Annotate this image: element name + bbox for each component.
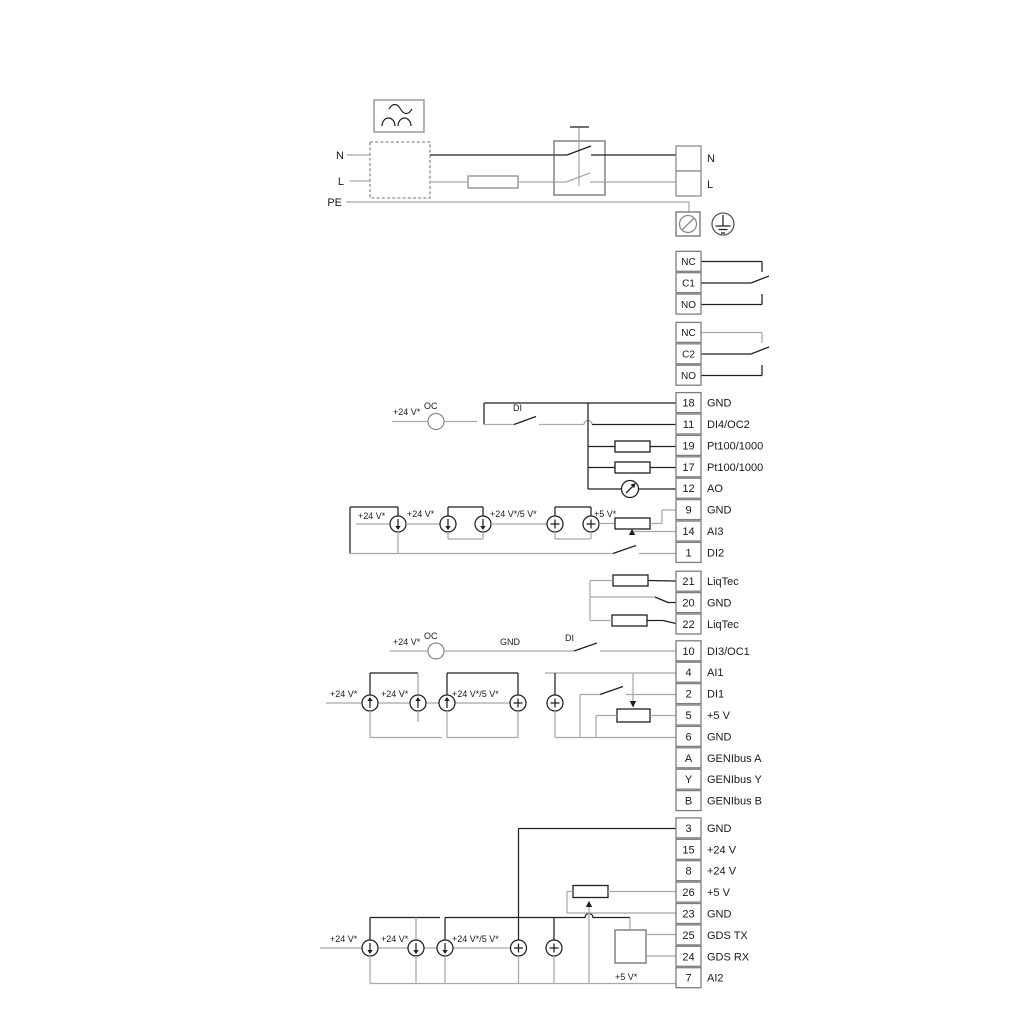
n-label: N <box>336 150 344 162</box>
terminal-label: GND <box>707 504 732 517</box>
annotation-label: GND <box>500 637 520 647</box>
terminal-number: 21 <box>682 576 695 589</box>
switch-blade <box>613 546 636 554</box>
terminal-label: GDS RX <box>707 951 750 964</box>
mains-symbol-box <box>374 100 424 132</box>
terminal-number: 7 <box>685 972 692 985</box>
wire <box>663 621 676 624</box>
terminal-number: NO <box>681 299 696 311</box>
terminal-label: AI2 <box>707 972 724 985</box>
pot-wiper-arrow <box>586 901 592 907</box>
terminal-label: DI4/OC2 <box>707 419 750 431</box>
filter-box <box>370 142 430 198</box>
terminal-label: Pt100/1000 <box>707 440 764 453</box>
terminal-number: Y <box>684 774 693 787</box>
wire <box>648 581 676 582</box>
resistor <box>612 615 647 626</box>
pe-label: PE <box>327 197 342 209</box>
terminal-number: 10 <box>682 645 695 658</box>
terminal-label: L <box>707 179 714 191</box>
annotation-label: DI <box>565 633 574 643</box>
terminal-number: NC <box>681 328 696 340</box>
pot-wiper-arrow <box>630 701 636 708</box>
terminal-label: GND <box>707 397 732 410</box>
terminal-number: 14 <box>682 526 695 538</box>
annotation-label: +24 V* <box>393 637 421 647</box>
terminal-number: 5 <box>685 710 692 722</box>
oc-output-icon <box>428 643 444 659</box>
annotation-label: +24 V* <box>407 509 435 519</box>
terminal-number: NC <box>681 257 696 269</box>
terminal-label: LiqTec <box>707 576 739 589</box>
terminal-number: 19 <box>682 440 695 453</box>
terminal-number: 17 <box>682 461 695 474</box>
switch-blade <box>600 687 623 695</box>
terminal-label: GND <box>707 731 732 744</box>
resistor <box>613 575 648 586</box>
terminal-number: 6 <box>685 731 692 744</box>
terminal-label: Pt100/1000 <box>707 461 764 474</box>
terminal-number: C2 <box>682 349 695 361</box>
terminal-label: AO <box>707 483 723 496</box>
resistor <box>615 441 650 452</box>
terminal-label: GENIbus B <box>707 795 763 808</box>
potentiometer <box>615 518 650 529</box>
terminal-label: AI3 <box>707 526 724 538</box>
terminal-label: +24 V <box>707 844 737 857</box>
terminal-number: 11 <box>682 419 695 431</box>
terminal-label: GND <box>707 822 732 835</box>
terminal-number: 15 <box>682 844 695 857</box>
terminal-cell <box>676 146 701 171</box>
terminal-number: 1 <box>685 547 692 560</box>
terminal-number: A <box>684 752 693 765</box>
terminal-number: 2 <box>685 688 692 701</box>
terminal-number: 8 <box>685 865 692 878</box>
annotation-label: +24 V*/5 V* <box>452 689 499 699</box>
terminal-label: DI1 <box>707 688 725 701</box>
switch-blade <box>574 643 597 651</box>
potentiometer <box>573 886 608 898</box>
annotation-label: +24 V* <box>330 689 358 699</box>
terminal-number: 9 <box>685 504 692 517</box>
wire-hop <box>445 914 630 918</box>
terminal-label: +24 V <box>707 865 737 878</box>
switch-blade <box>514 417 536 425</box>
terminal-label: GND <box>707 908 732 921</box>
terminal-label: N <box>707 153 715 165</box>
annotation-label: +24 V* <box>381 689 409 699</box>
relay-blade <box>751 347 769 354</box>
terminal-label: GDS TX <box>707 929 748 942</box>
potentiometer <box>617 709 650 722</box>
annotation-label: +24 V* <box>381 934 409 944</box>
terminal-number: 22 <box>682 619 695 631</box>
annotation-label: DI <box>513 403 522 413</box>
wire <box>655 597 668 603</box>
terminal-number: 18 <box>682 397 695 410</box>
terminal-number: 24 <box>682 951 695 964</box>
terminal-label: AI1 <box>707 667 724 680</box>
annotation-label: OC <box>424 631 438 641</box>
l-label: L <box>337 176 344 188</box>
terminal-cell <box>676 171 701 196</box>
terminal-label: GND <box>707 597 732 610</box>
terminal-number: B <box>684 795 693 808</box>
terminal-label: +5 V <box>707 887 730 900</box>
annotation-label: +24 V* <box>358 511 386 521</box>
terminal-number: 12 <box>682 483 695 496</box>
terminal-number: 20 <box>682 597 695 610</box>
terminal-label: GENIbus Y <box>707 774 762 787</box>
terminal-number: 26 <box>682 887 695 900</box>
annotation-label: OC <box>424 401 438 411</box>
terminal-label: +5 V <box>707 710 730 722</box>
annotation-label: +24 V* <box>393 407 421 417</box>
annotation-label: +24 V*/5 V* <box>490 509 537 519</box>
gds-sensor-box <box>615 930 646 963</box>
resistor <box>615 462 650 473</box>
oc-output-icon <box>428 414 444 430</box>
annotation-label: +24 V*/5 V* <box>452 934 499 944</box>
terminal-number: 4 <box>685 667 692 680</box>
annotation-label: +5 V* <box>594 509 617 519</box>
terminal-number: C1 <box>682 278 695 290</box>
terminal-label: DI3/OC1 <box>707 645 750 658</box>
terminal-label: DI2 <box>707 547 725 560</box>
terminal-number: 25 <box>682 929 695 942</box>
fuse <box>468 176 518 188</box>
relay-blade <box>751 276 769 283</box>
terminal-number: 23 <box>682 908 695 921</box>
terminal-number: 3 <box>685 822 692 835</box>
terminal-label: GENIbus A <box>707 752 762 765</box>
annotation-label: +5 V* <box>615 972 638 982</box>
annotation-label: +24 V* <box>330 934 358 944</box>
terminal-label: LiqTec <box>707 619 739 631</box>
terminal-number: NO <box>681 371 696 382</box>
